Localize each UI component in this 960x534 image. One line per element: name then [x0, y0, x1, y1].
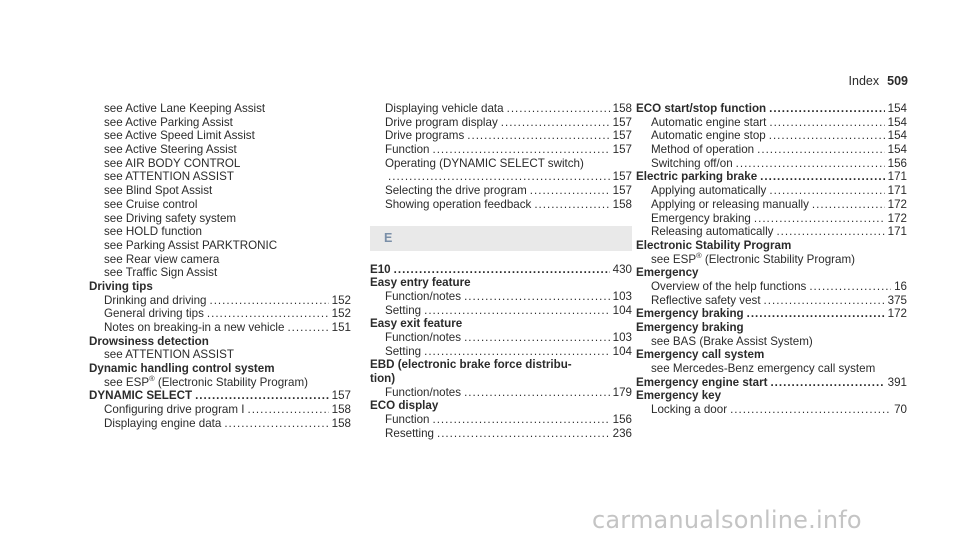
page-reference: 104: [612, 303, 632, 317]
page-reference: 157: [612, 129, 632, 143]
index-subentry: [370, 290, 632, 304]
entry-text: E10: [370, 262, 391, 276]
entry-text: see Active Speed Limit Assist: [104, 129, 255, 143]
index-column-2: [370, 102, 632, 440]
page-reference: 156: [612, 413, 632, 427]
dot-leader: [195, 389, 329, 403]
entry-text: Emergency braking: [651, 211, 751, 225]
index-subentry: [89, 348, 351, 362]
entry-text: Automatic engine start: [651, 115, 767, 129]
index-heading: [370, 358, 632, 372]
dot-leader: [209, 294, 328, 308]
page-reference: 154: [887, 115, 907, 129]
index-subentry: [89, 116, 351, 130]
entry-text: Locking a door: [651, 403, 728, 417]
page-reference: 157: [612, 184, 632, 198]
page-reference: 375: [887, 293, 907, 307]
page-reference: 171: [887, 184, 907, 198]
dot-leader: [776, 225, 884, 239]
entry-text: Emergency braking: [636, 321, 744, 334]
index-subentry: [370, 157, 632, 171]
index-subentry: [89, 373, 351, 390]
index-subentry: [89, 294, 351, 308]
page-reference: 179: [612, 385, 632, 399]
index-subentry: [89, 239, 351, 253]
entry-text: Function/notes: [385, 289, 462, 303]
page-reference: 171: [887, 225, 907, 239]
index-heading: [89, 389, 351, 403]
entry-text: Emergency braking: [636, 307, 744, 321]
page-reference: 158: [612, 197, 632, 211]
index-subentry: [370, 170, 632, 184]
index-subentry: [370, 184, 632, 198]
index-subentry: [89, 266, 351, 280]
entry-text: Drinking and driving: [104, 293, 207, 307]
page-reference: 154: [887, 129, 907, 143]
dot-leader: [501, 116, 610, 130]
index-subentry: [636, 225, 907, 239]
entry-text: Applying automatically: [651, 184, 767, 198]
entry-text: Function: [385, 143, 430, 157]
entry-text: Automatic engine stop: [651, 129, 766, 143]
index-column-2-bottom: [370, 263, 632, 441]
index-subentry: [89, 102, 351, 116]
entry-text: Drive program display: [385, 115, 498, 129]
index-subentry: [370, 143, 632, 157]
entry-text: Drive programs: [385, 129, 465, 143]
index-subentry: [89, 417, 351, 431]
page-number: 509: [887, 74, 908, 88]
index-subentry: [636, 212, 907, 226]
dot-leader: [247, 403, 328, 417]
entry-text: Electric parking brake: [636, 170, 758, 184]
index-heading: [636, 307, 907, 321]
entry-text: see Active Parking Assist: [104, 115, 233, 129]
entry-text: see Active Steering Assist: [104, 143, 237, 157]
dot-leader: [764, 294, 885, 308]
dot-leader: [757, 143, 885, 157]
entry-text: Easy exit feature: [370, 317, 463, 331]
dot-leader: [769, 116, 884, 130]
index-subentry: [636, 250, 907, 267]
dot-leader: [464, 386, 610, 400]
dot-leader: [770, 376, 884, 390]
entry-text: see ESP® (Electronic Stability Program): [104, 373, 308, 389]
page-reference: 157: [612, 143, 632, 157]
page-reference: 157: [612, 170, 632, 184]
index-subentry: [370, 345, 632, 359]
index-heading: [370, 317, 632, 331]
watermark: carmanualsonline.info: [592, 506, 862, 534]
page-reference: 158: [331, 403, 351, 417]
page-reference: 154: [887, 102, 907, 115]
entry-text: General driving tips: [104, 307, 204, 321]
index-column-2-top: [370, 102, 632, 212]
dot-leader: [432, 413, 609, 427]
index-column-3: [636, 102, 907, 417]
dot-leader: [534, 198, 609, 212]
index-subentry: [636, 198, 907, 212]
entry-text: see HOLD function: [104, 225, 202, 239]
dot-leader: [287, 321, 328, 335]
entry-text: Reflective safety vest: [651, 293, 761, 307]
page-reference: 103: [612, 330, 632, 344]
entry-text: Emergency key: [636, 389, 722, 403]
index-subentry: [636, 157, 907, 171]
page-reference: 104: [612, 344, 632, 358]
page-reference: 156: [887, 156, 907, 170]
index-subentry: [89, 225, 351, 239]
entry-text: Function/notes: [385, 330, 462, 344]
dot-leader: [437, 427, 610, 441]
dot-leader: [769, 102, 885, 116]
index-subentry: [89, 321, 351, 335]
entry-text: see ESP® (Electronic Stability Program): [651, 250, 855, 266]
index-subentry: [89, 170, 351, 184]
index-heading: [636, 389, 907, 403]
dot-leader: [388, 170, 610, 184]
entry-text: see AIR BODY CONTROL: [104, 156, 241, 170]
index-subentry: [370, 129, 632, 143]
index-subentry: [89, 198, 351, 212]
page-reference: 152: [331, 293, 351, 307]
index-subentry: [370, 427, 632, 441]
page-reference: 236: [612, 426, 632, 440]
entry-text: Displaying engine data: [104, 416, 222, 430]
index-subentry: [370, 116, 632, 130]
entry-text: Setting: [385, 344, 422, 358]
index-subentry: [636, 280, 907, 294]
index-subentry: [636, 294, 907, 308]
dot-leader: [760, 170, 885, 184]
dot-leader: [736, 157, 885, 171]
dot-leader: [432, 143, 609, 157]
index-subentry: [636, 143, 907, 157]
entry-text: Driving tips: [89, 279, 153, 293]
dot-leader: [464, 331, 610, 345]
entry-text: ECO display: [370, 399, 439, 413]
entry-text: tion): [370, 372, 396, 385]
entry-text: see BAS (Brake Assist System): [651, 334, 813, 348]
page-reference: 158: [612, 102, 632, 115]
index-subentry: [636, 129, 907, 143]
section-letter: E: [384, 231, 393, 245]
page-reference: 103: [612, 289, 632, 303]
index-subentry: [370, 331, 632, 345]
index-heading: [636, 239, 907, 253]
dot-leader: [530, 184, 610, 198]
dot-leader: [394, 263, 610, 277]
entry-text: Drowsiness detection: [89, 334, 209, 348]
dot-leader: [424, 304, 610, 318]
index-subentry: [370, 304, 632, 318]
index-subentry: [636, 335, 907, 349]
dot-leader: [812, 198, 885, 212]
entry-text: Operating (DYNAMIC SELECT switch): [385, 156, 584, 170]
entry-text: Emergency call system: [636, 348, 765, 362]
index-heading: [636, 348, 907, 362]
entry-text: EBD (electronic brake force distribu-: [370, 358, 572, 372]
section-letter-band: [370, 226, 632, 251]
index-subentry: [370, 413, 632, 427]
entry-text: Selecting the drive program: [385, 184, 527, 198]
index-subentry: [636, 184, 907, 198]
index-subentry: [636, 362, 907, 376]
entry-text: see Parking Assist PARKTRONIC: [104, 238, 278, 252]
entry-text: DYNAMIC SELECT: [89, 389, 193, 403]
index-heading: [636, 170, 907, 184]
entry-text: Emergency engine start: [636, 375, 768, 389]
page-header: [849, 74, 908, 88]
index-subentry: [370, 386, 632, 400]
index-heading: [370, 372, 632, 386]
index-column-1: [89, 102, 351, 431]
index-subentry: [636, 116, 907, 130]
index-subentry: [89, 212, 351, 226]
page-reference: 157: [331, 389, 351, 403]
page-reference: 154: [887, 143, 907, 157]
page-reference: 391: [887, 375, 907, 389]
index-subentry: [89, 403, 351, 417]
page-reference: 151: [331, 321, 351, 334]
page-reference: 430: [612, 262, 632, 276]
entry-text: see Rear view camera: [104, 252, 220, 266]
dot-leader: [747, 307, 885, 321]
page-reference: 157: [612, 115, 632, 129]
header-title: Index: [848, 74, 880, 88]
entry-text: Dynamic handling control system: [89, 362, 275, 376]
dot-leader: [769, 129, 885, 143]
dot-leader: [507, 102, 610, 116]
index-subentry: [89, 143, 351, 157]
dot-leader: [464, 290, 610, 304]
entry-text: see Active Lane Keeping Assist: [104, 102, 266, 115]
index-subentry: [370, 198, 632, 212]
entry-text: Releasing automatically: [651, 225, 774, 239]
page-reference: 158: [331, 416, 351, 430]
page-reference: 172: [887, 211, 907, 225]
entry-text: Displaying vehicle data: [385, 102, 504, 115]
entry-text: Showing operation feedback: [385, 197, 532, 211]
index-subentry: [89, 253, 351, 267]
entry-text: Electronic Stability Program: [636, 238, 792, 252]
index-heading: [89, 362, 351, 376]
entry-text: Method of operation: [651, 143, 755, 157]
index-heading: [370, 399, 632, 413]
entry-text: see Blind Spot Assist: [104, 184, 213, 198]
entry-text: ECO start/stop function: [636, 102, 767, 115]
dot-leader: [424, 345, 610, 359]
entry-text: see ATTENTION ASSIST: [104, 170, 234, 184]
entry-text: Notes on breaking-in a new vehicle: [104, 321, 285, 334]
index-heading: [636, 321, 907, 335]
index-subentry: [89, 307, 351, 321]
entry-text: see Traffic Sign Assist: [104, 266, 218, 280]
dot-leader: [809, 280, 891, 294]
index-subentry: [89, 184, 351, 198]
page-reference: 171: [887, 170, 907, 184]
entry-text: Emergency: [636, 266, 699, 280]
index-heading: [370, 276, 632, 290]
entry-text: see Mercedes-Benz emergency call system: [651, 362, 876, 376]
dot-leader: [224, 417, 328, 431]
index-subentry: [89, 129, 351, 143]
entry-text: see Cruise control: [104, 197, 198, 211]
entry-text: Resetting: [385, 426, 434, 440]
entry-text: Function: [385, 413, 430, 427]
page-reference: 16: [894, 279, 907, 293]
entry-text: Function/notes: [385, 385, 462, 399]
index-heading: [636, 266, 907, 280]
index-heading: [89, 280, 351, 294]
page-reference: 172: [887, 197, 907, 211]
index-subentry: [636, 403, 907, 417]
dot-leader: [207, 307, 329, 321]
entry-text: Applying or releasing manually: [651, 197, 809, 211]
page-reference: 152: [331, 307, 351, 321]
entry-text: Overview of the help functions: [651, 279, 807, 293]
entry-text: see Driving safety system: [104, 211, 237, 225]
dot-leader: [730, 403, 891, 417]
entry-text: Easy entry feature: [370, 276, 471, 290]
dot-leader: [467, 129, 609, 143]
index-subentry: [89, 157, 351, 171]
dot-leader: [754, 212, 885, 226]
entry-text: Setting: [385, 303, 422, 317]
page-reference: 172: [887, 307, 907, 321]
index-heading: [89, 335, 351, 349]
entry-text: Switching off/on: [651, 156, 733, 170]
dot-leader: [769, 184, 884, 198]
index-heading: [370, 263, 632, 277]
index-subentry: [370, 102, 632, 116]
entry-text: Configuring drive program I: [104, 403, 245, 417]
index-heading: [636, 102, 907, 116]
entry-text: see ATTENTION ASSIST: [104, 348, 234, 362]
page-reference: 70: [894, 403, 907, 417]
index-heading: [636, 376, 907, 390]
